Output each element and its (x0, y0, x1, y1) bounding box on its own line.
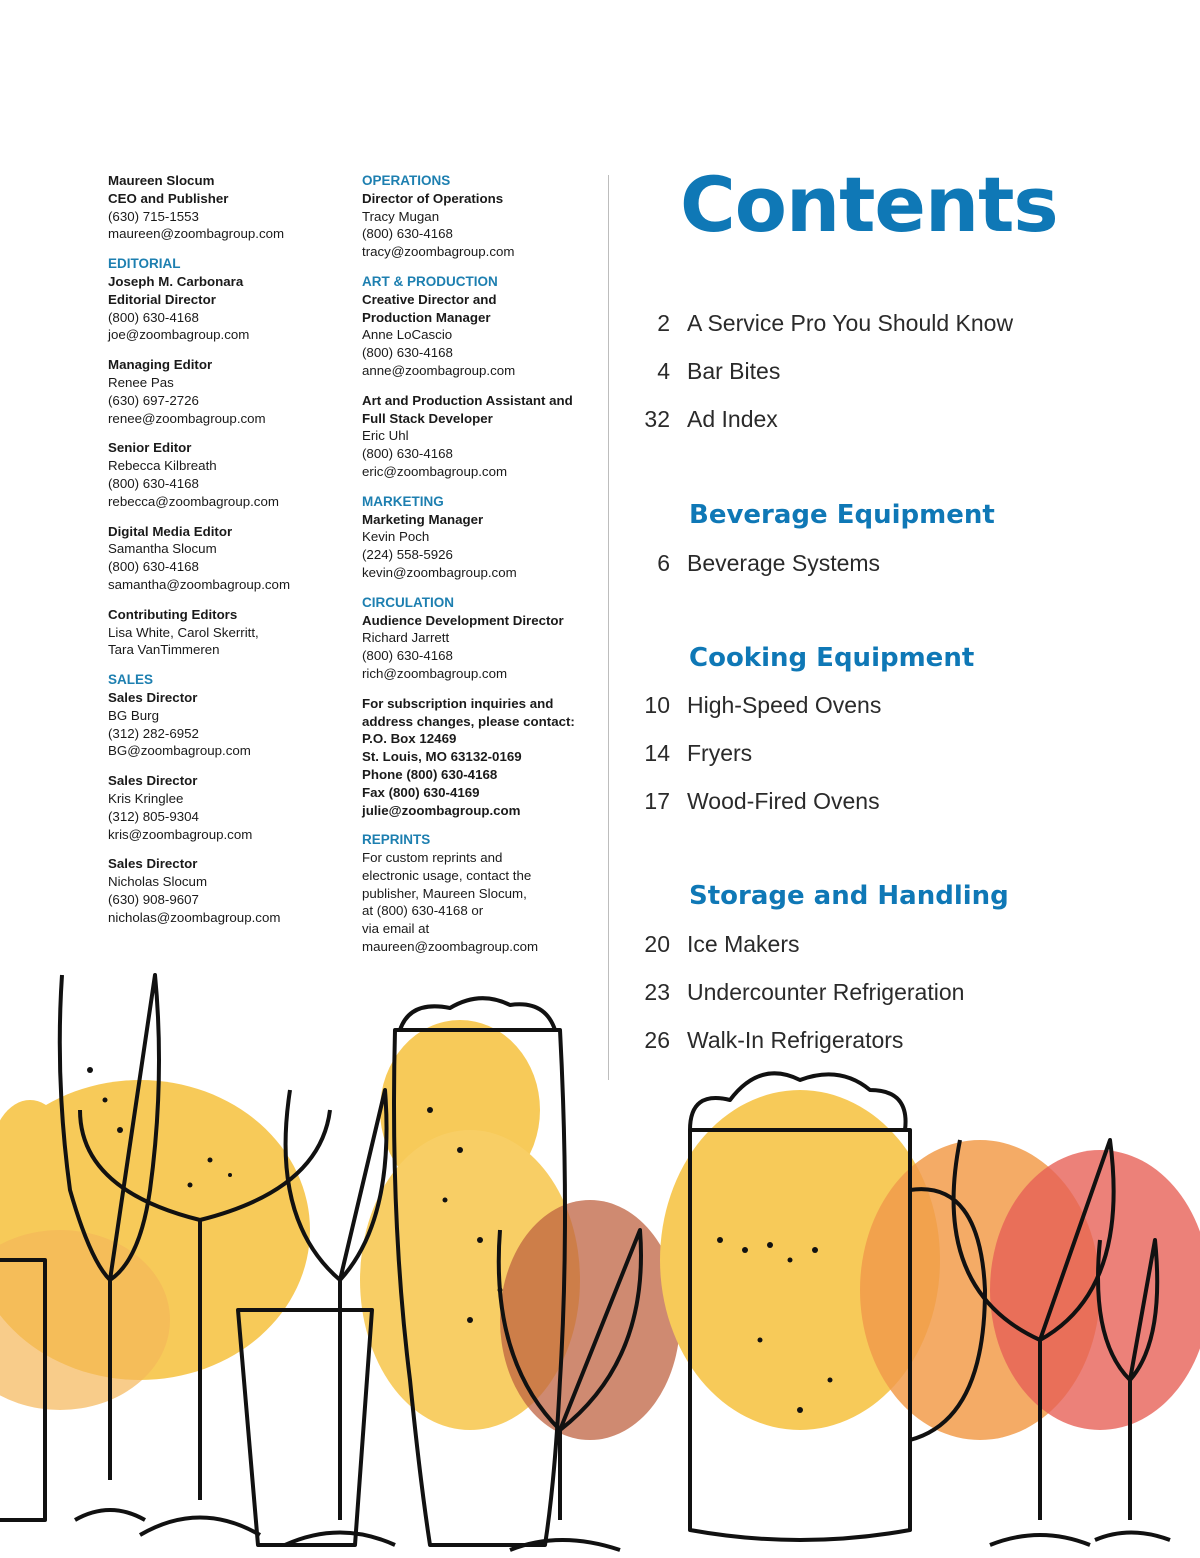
masthead-line: Tracy Mugan (362, 208, 440, 224)
masthead-block (362, 831, 602, 956)
masthead-line: Editorial Director (108, 291, 216, 307)
toc-page-number: 2 (657, 310, 670, 336)
masthead-line: Eric Uhl (362, 428, 409, 444)
toc-page-number: 10 (644, 692, 670, 718)
masthead-line: electronic usage, contact the (362, 867, 532, 883)
masthead-line: (800) 630-4168 (108, 309, 199, 325)
masthead-line: (630) 715-1553 (108, 208, 199, 224)
masthead-line: Audience Development Director (362, 612, 564, 628)
masthead-line: Full Stack Developer (362, 410, 493, 426)
masthead-line: Creative Director and (362, 291, 497, 307)
masthead-block (108, 855, 348, 926)
toc-section-heading: Cooking Equipment (689, 643, 975, 673)
email-address[interactable]: samantha@zoombagroup.com (108, 576, 291, 592)
masthead-block (108, 523, 348, 594)
masthead-block (108, 439, 348, 510)
masthead-line: Sales Director (108, 689, 198, 705)
masthead-line: (800) 630-4168 (362, 345, 453, 361)
masthead-line: BG Burg (108, 707, 159, 723)
masthead-block (362, 594, 602, 683)
drinks-glassware-illustration (0, 960, 1200, 1558)
masthead-line: Joseph M. Carbonara (108, 273, 244, 289)
toc-item-title: Ad Index (687, 406, 778, 432)
masthead-block (108, 606, 348, 659)
masthead-line: Renee Pas (108, 374, 174, 390)
toc-item-title: A Service Pro You Should Know (687, 310, 1014, 336)
masthead-line: For custom reprints and (362, 850, 503, 866)
masthead-section-heading: CIRCULATION (362, 594, 454, 610)
email-address[interactable]: rich@zoombagroup.com (362, 665, 508, 681)
email-address[interactable]: kevin@zoombagroup.com (362, 564, 517, 580)
masthead-line: Fax (800) 630-4169 (362, 784, 480, 800)
masthead-line: Marketing Manager (362, 511, 484, 527)
masthead-block (362, 392, 602, 481)
toc-page-number: 32 (644, 406, 670, 432)
masthead-line: Contributing Editors (108, 606, 238, 622)
email-address[interactable]: BG@zoombagroup.com (108, 743, 251, 759)
toc-section-heading: Beverage Equipment (689, 500, 995, 530)
toc-item-title: Undercounter Refrigeration (687, 979, 965, 1005)
email-address[interactable]: maureen@zoombagroup.com (362, 939, 539, 955)
toc-page-number: 17 (644, 788, 670, 814)
contents-title: Contents (680, 160, 1058, 249)
masthead-line: publisher, Maureen Slocum, (362, 885, 527, 901)
masthead-line: Art and Production Assistant and (362, 392, 573, 408)
email-address[interactable]: maureen@zoombagroup.com (108, 226, 285, 242)
masthead-line: P.O. Box 12469 (362, 731, 457, 747)
masthead-line: Sales Director (108, 856, 198, 872)
masthead-left-column (108, 172, 348, 938)
toc-page-number: 20 (644, 931, 670, 957)
masthead-line: Richard Jarrett (362, 630, 450, 646)
masthead-line: (312) 282-6952 (108, 725, 199, 741)
masthead-line: (800) 630-4168 (362, 226, 453, 242)
email-address[interactable]: renee@zoombagroup.com (108, 410, 266, 426)
email-address[interactable]: tracy@zoombagroup.com (362, 244, 515, 260)
toc-item-title: Wood-Fired Ovens (687, 788, 880, 814)
masthead-line: at (800) 630-4168 or (362, 903, 484, 919)
masthead-line: Maureen Slocum (108, 173, 215, 188)
masthead-block (362, 172, 602, 261)
masthead-block (108, 172, 348, 243)
email-address[interactable]: rebecca@zoombagroup.com (108, 493, 279, 509)
masthead-block (108, 356, 348, 427)
email-address[interactable]: julie@zoombagroup.com (362, 802, 521, 818)
masthead-line: Production Manager (362, 309, 491, 325)
masthead-line: Phone (800) 630-4168 (362, 766, 498, 782)
masthead-line: Director of Operations (362, 190, 504, 206)
masthead-block (362, 493, 602, 582)
masthead-section-heading: OPERATIONS (362, 173, 451, 188)
toc-page-number: 23 (644, 979, 670, 1005)
masthead-line: (630) 697-2726 (108, 392, 199, 408)
masthead-section-heading: MARKETING (362, 493, 444, 509)
masthead-line: Kevin Poch (362, 529, 430, 545)
toc-item-title: High-Speed Ovens (687, 692, 882, 718)
masthead-line: St. Louis, MO 63132-0169 (362, 749, 522, 765)
email-address[interactable]: joe@zoombagroup.com (108, 327, 250, 343)
masthead-line: (800) 630-4168 (362, 648, 453, 664)
masthead-line: Managing Editor (108, 357, 213, 373)
masthead-line: (800) 630-4168 (108, 559, 199, 575)
masthead-line: (224) 558-5926 (362, 547, 453, 563)
masthead-line: For subscription inquiries and (362, 695, 554, 711)
masthead-line: Rebecca Kilbreath (108, 458, 217, 474)
email-address[interactable]: eric@zoombagroup.com (362, 463, 508, 479)
toc-page-number: 6 (657, 550, 670, 576)
watercolor-splashes (0, 1020, 1200, 1440)
toc-item-title: Ice Makers (687, 931, 800, 957)
toc-item-title: Beverage Systems (687, 550, 881, 576)
toc-item-title: Walk-In Refrigerators (687, 1027, 904, 1053)
masthead-line: CEO and Publisher (108, 190, 229, 206)
masthead-line: Sales Director (108, 773, 198, 789)
masthead-line: Anne LoCascio (362, 327, 453, 343)
masthead-line: (800) 630-4168 (108, 475, 199, 491)
toc-page-number: 4 (657, 358, 670, 384)
masthead-line: via email at (362, 921, 430, 937)
toc-page-number: 14 (644, 740, 670, 766)
email-address[interactable]: kris@zoombagroup.com (108, 826, 253, 842)
masthead-block (108, 255, 348, 344)
column-divider (608, 175, 609, 1080)
masthead-section-heading: EDITORIAL (108, 256, 181, 272)
toc-item-title: Fryers (687, 740, 753, 766)
toc-section-heading: Storage and Handling (689, 881, 1009, 911)
masthead-line: Nicholas Slocum (108, 874, 208, 890)
masthead-line: Tara VanTimmeren (108, 642, 220, 658)
masthead-line: (630) 908-9607 (108, 891, 199, 907)
masthead-line: Samantha Slocum (108, 541, 217, 557)
toc-item-title: Bar Bites (687, 358, 781, 384)
toc-page-number: 26 (644, 1027, 670, 1053)
masthead-line: address changes, please contact: (362, 713, 575, 729)
masthead-block (108, 772, 348, 843)
masthead-line: Senior Editor (108, 440, 192, 456)
masthead-block (362, 695, 602, 820)
masthead-block (108, 671, 348, 760)
masthead-line: Digital Media Editor (108, 523, 233, 539)
masthead-section-heading: REPRINTS (362, 832, 431, 848)
masthead-line: Kris Kringlee (108, 790, 184, 806)
masthead-right-column (362, 172, 602, 968)
masthead-line: Lisa White, Carol Skerritt, (108, 624, 259, 640)
email-address[interactable]: nicholas@zoombagroup.com (108, 909, 281, 925)
masthead-line: (312) 805-9304 (108, 808, 199, 824)
masthead-line: (800) 630-4168 (362, 446, 453, 462)
email-address[interactable]: anne@zoombagroup.com (362, 362, 516, 378)
masthead-section-heading: SALES (108, 672, 154, 688)
masthead-block (362, 273, 602, 380)
masthead-section-heading: ART & PRODUCTION (362, 273, 498, 289)
